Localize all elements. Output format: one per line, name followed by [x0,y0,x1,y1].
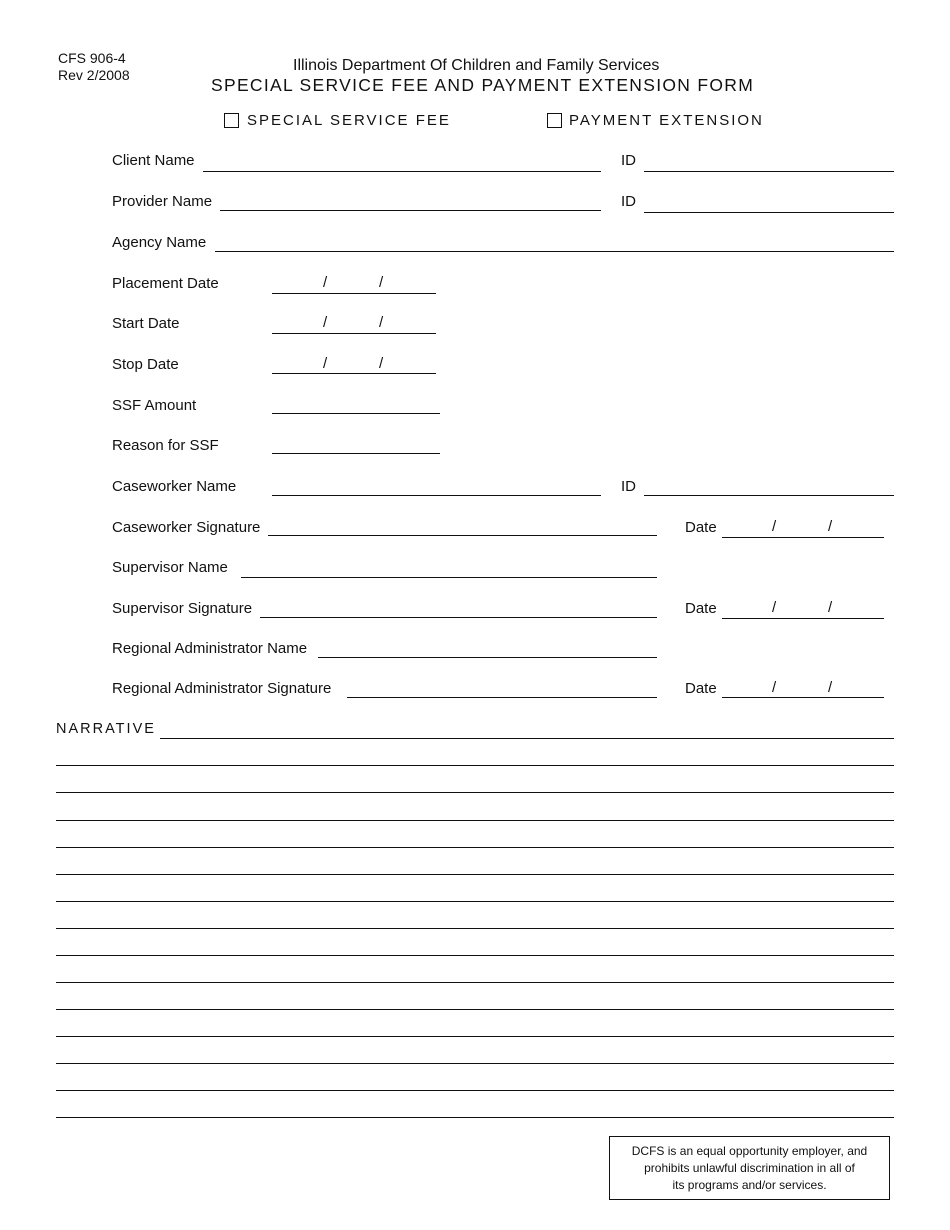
provider-name-field[interactable] [220,210,601,211]
narrative-line[interactable] [160,738,894,739]
supervisor-signature-label: Supervisor Signature [112,600,253,617]
narrative-line[interactable] [56,928,894,929]
narrative-label: NARRATIVE [56,721,156,737]
client-name-label: Client Name [112,152,195,169]
ssf-amount-label: SSF Amount [112,397,197,414]
date-separator: / [828,679,833,696]
narrative-line[interactable] [56,820,894,821]
narrative-line[interactable] [56,792,894,793]
date-separator: / [323,314,328,331]
regional-admin-signature-field[interactable] [347,697,657,698]
supervisor-date-label: Date [685,600,717,617]
regional-admin-signature-label: Regional Administrator Signature [112,680,332,697]
caseworker-id-field[interactable] [644,495,894,496]
date-separator: / [772,518,777,535]
provider-name-label: Provider Name [112,193,213,210]
narrative-line[interactable] [56,955,894,956]
date-separator: / [379,274,384,291]
stop-date-field[interactable] [272,373,436,374]
caseworker-id-label: ID [621,478,636,495]
start-date-label: Start Date [112,315,180,332]
equal-opportunity-notice [609,1136,890,1200]
narrative-line[interactable] [56,901,894,902]
date-separator: / [379,355,384,372]
placement-date-field[interactable] [272,293,436,294]
caseworker-name-label: Caseworker Name [112,478,237,495]
client-id-label: ID [621,152,636,169]
agency-name-label: Agency Name [112,234,207,251]
caseworker-signature-label: Caseworker Signature [112,519,261,536]
narrative-line[interactable] [56,874,894,875]
date-separator: / [772,599,777,616]
client-name-field[interactable] [203,171,601,172]
supervisor-date-field[interactable] [722,618,884,619]
narrative-line[interactable] [56,765,894,766]
caseworker-date-label: Date [685,519,717,536]
date-separator: / [323,355,328,372]
date-separator: / [828,599,833,616]
provider-id-label: ID [621,193,636,210]
narrative-line[interactable] [56,1063,894,1064]
regional-admin-name-field[interactable] [318,657,657,658]
date-separator: / [323,274,328,291]
reason-for-ssf-field[interactable] [272,453,440,454]
special-service-fee-label: SPECIAL SERVICE FEE [247,112,451,129]
regional-admin-date-label: Date [685,680,717,697]
notice-line: DCFS is an equal opportunity employer, and [631,1144,868,1158]
regional-admin-name-label: Regional Administrator Name [112,640,308,657]
reason-for-ssf-label: Reason for SSF [112,437,219,454]
narrative-line[interactable] [56,982,894,983]
client-id-field[interactable] [644,171,894,172]
narrative-line[interactable] [56,1090,894,1091]
ssf-amount-field[interactable] [272,413,440,414]
narrative-line[interactable] [56,1009,894,1010]
date-separator: / [772,679,777,696]
form-number: CFS 906-4 [58,50,126,66]
narrative-line[interactable] [56,1117,894,1118]
provider-id-field[interactable] [644,212,894,213]
notice-line: its programs and/or services. [672,1178,827,1192]
placement-date-label: Placement Date [112,275,219,292]
special-service-fee-checkbox[interactable] [224,113,239,128]
stop-date-label: Stop Date [112,356,179,373]
form-revision: Rev 2/2008 [58,67,130,83]
supervisor-name-field[interactable] [241,577,657,578]
supervisor-name-label: Supervisor Name [112,559,228,576]
notice-line: prohibits unlawful discrimination in all of [644,1161,855,1175]
payment-extension-checkbox[interactable] [547,113,562,128]
form-title: SPECIAL SERVICE FEE AND PAYMENT EXTENSION FORM [211,75,755,95]
start-date-field[interactable] [272,333,436,334]
payment-extension-label: PAYMENT EXTENSION [569,112,764,129]
caseworker-name-field[interactable] [272,495,601,496]
narrative-line[interactable] [56,1036,894,1037]
date-separator: / [379,314,384,331]
caseworker-signature-field[interactable] [268,535,657,536]
department-name: Illinois Department Of Children and Family Services [293,57,660,74]
caseworker-date-field[interactable] [722,537,884,538]
agency-name-field[interactable] [215,251,894,252]
regional-admin-date-field[interactable] [722,697,884,698]
date-separator: / [828,518,833,535]
narrative-line[interactable] [56,847,894,848]
supervisor-signature-field[interactable] [260,617,657,618]
